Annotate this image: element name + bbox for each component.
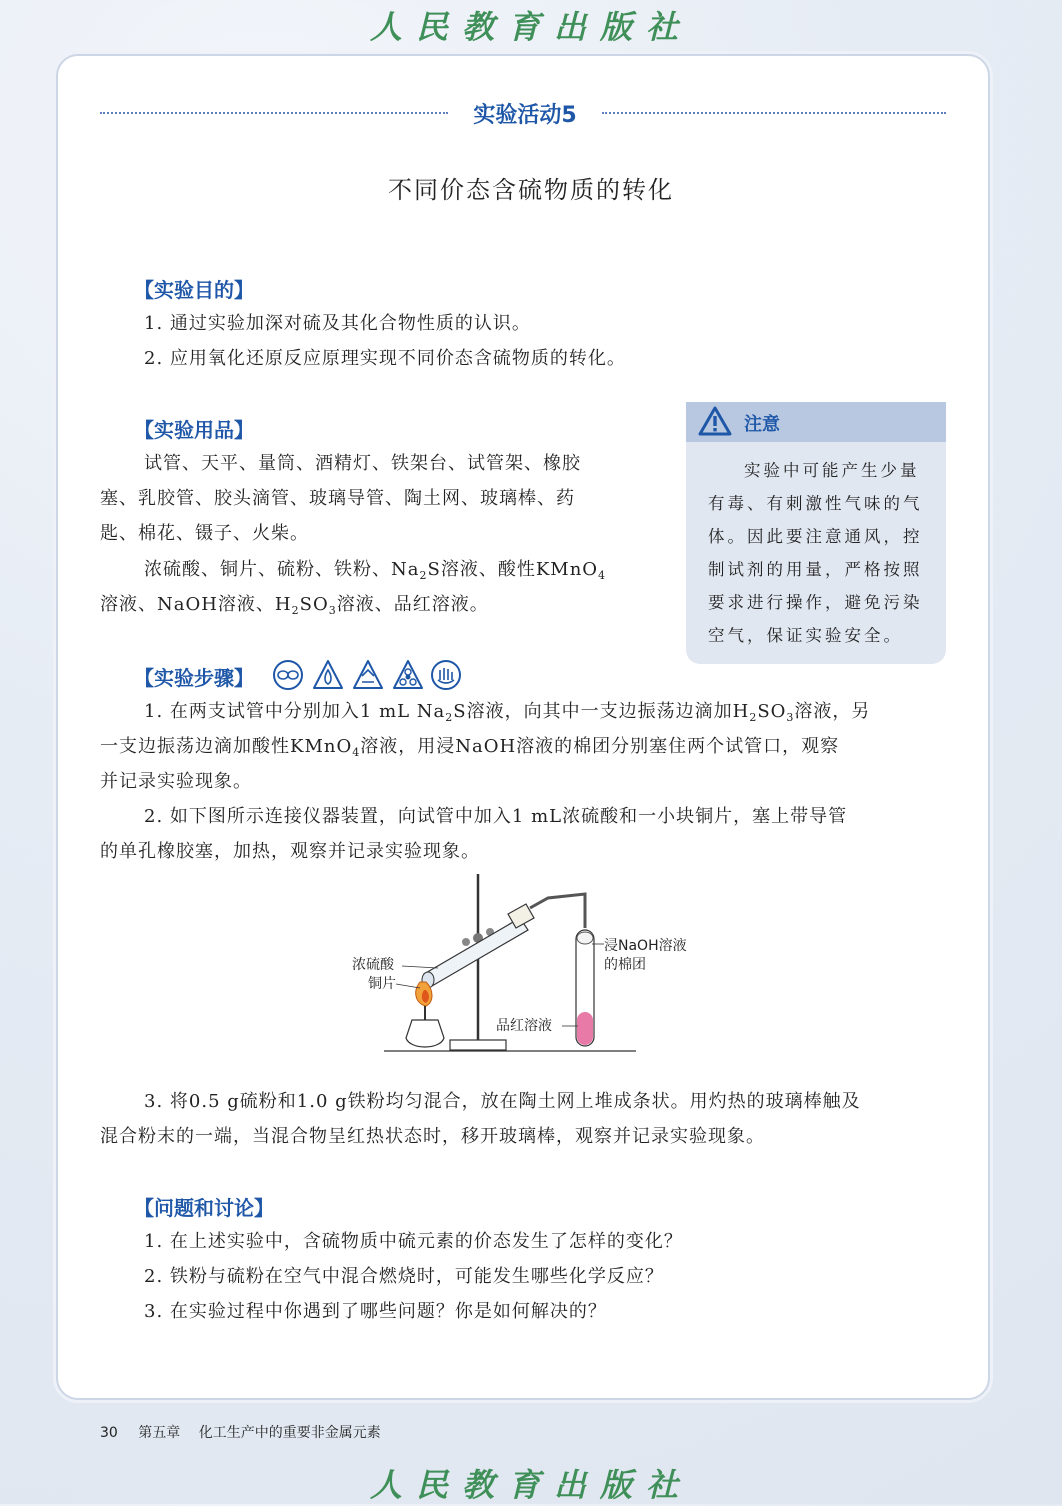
step-3-line-2: 混合粉末的一端，当混合物呈红热状态时，移开玻璃棒，观察并记录实验现象。	[100, 1126, 765, 1147]
dotted-rule-left	[100, 112, 448, 114]
step-3-line-1: 3. 将0.5 g硫粉和1.0 g铁粉均匀混合，放在陶土网上堆成条状。用灼热的玻璃棒触及	[144, 1091, 861, 1112]
materials-line-1: 试管、天平、量筒、酒精灯、铁架台、试管架、橡胶	[144, 453, 581, 474]
discussion-item-2: 2. 铁粉与硫粉在空气中混合燃烧时，可能发生哪些化学反应？	[144, 1266, 664, 1287]
safety-note-title: 注意	[744, 414, 780, 435]
label-concentrated-sulfuric-acid: 浓硫酸	[352, 957, 394, 973]
corrosive-warning-icon	[354, 661, 382, 688]
materials-heading: 【实验用品】	[134, 418, 254, 442]
chapter-title: 化工生产中的重要非金属元素	[198, 1425, 381, 1441]
discussion-heading: 【问题和讨论】	[134, 1196, 274, 1220]
safety-note-header	[686, 402, 946, 442]
activity-header	[100, 98, 946, 130]
note-line: 实验中可能产生少量	[744, 461, 920, 480]
label-cotton-2: 的棉团	[604, 957, 646, 973]
label-magenta-solution: 品红溶液	[496, 1018, 552, 1034]
dotted-rule-right	[602, 112, 946, 114]
note-line: 有毒、有刺激性气味的气	[708, 494, 923, 513]
activity-title: 实验活动5	[473, 103, 577, 128]
fire-warning-icon	[314, 661, 342, 688]
step-1-line-3: 并记录实验现象。	[100, 771, 252, 792]
step-2-line-1: 2. 如下图所示连接仪器装置，向试管中加入1 mL浓硫酸和一小块铜片，塞上带导管	[144, 806, 848, 827]
chapter-number: 第五章	[138, 1425, 181, 1441]
materials-line-2: 塞、乳胶管、胶头滴管、玻璃导管、陶土网、玻璃棒、药	[100, 488, 575, 509]
note-line: 要求进行操作，避免污染	[708, 593, 923, 612]
label-copper-sheet: 铜片	[368, 976, 396, 992]
publisher-logo-top: 人民教育出版社	[369, 8, 692, 46]
safety-note-body	[708, 454, 930, 652]
page-number: 30	[100, 1425, 118, 1441]
page-title: 不同价态含硫物质的转化	[388, 176, 674, 204]
warning-icon	[698, 406, 732, 437]
step-1-line-2: 一支边振荡边滴加酸性KMnO$_4$溶液，用浸NaOH溶液的棉团分别塞住两个试管口，观察	[100, 736, 840, 759]
purpose-item-1: 1. 通过实验加深对硫及其化合物性质的认识。	[144, 313, 531, 334]
wash-hands-icon	[432, 661, 460, 689]
toxic-warning-icon	[394, 661, 422, 688]
discussion-item-1: 1. 在上述实验中，含硫物质中硫元素的价态发生了怎样的变化？	[144, 1231, 683, 1252]
safety-icons	[272, 658, 462, 692]
publisher-logo-bottom: 人民教育出版社	[369, 1466, 692, 1504]
page-footer	[100, 1422, 381, 1442]
label-cotton-1: 浸NaOH溶液	[604, 938, 687, 954]
step-2-line-2: 的单孔橡胶塞，加热，观察并记录实验现象。	[100, 841, 480, 862]
reagents-line-1: 浓硫酸、铜片、硫粉、铁粉、$Na_2S$溶液、酸性KMnO$_4$	[144, 559, 607, 582]
purpose-item-2: 2. 应用氧化还原反应原理实现不同价态含硫物质的转化。	[144, 348, 626, 369]
note-line: 制试剂的用量，严格按照	[708, 560, 923, 579]
safety-note	[686, 402, 946, 664]
steps-heading: 【实验步骤】	[134, 666, 254, 690]
step-1-line-1: 1. 在两支试管中分别加入1 mL $Na_2S$溶液，向其中一支边振荡边滴加$H_2SO_3$溶液，另	[144, 701, 871, 724]
note-line: 空气，保证实验安全。	[708, 626, 903, 645]
goggles-icon	[274, 661, 302, 689]
reagents-line-2: 溶液、NaOH溶液、$H_2SO_3$溶液、品红溶液。	[100, 594, 489, 617]
purpose-heading: 【实验目的】	[134, 278, 254, 302]
discussion-item-3: 3. 在实验过程中你遇到了哪些问题？你是如何解决的？	[144, 1301, 607, 1322]
note-line: 体。因此要注意通风，控	[708, 527, 923, 546]
materials-line-3: 匙、棉花、镊子、火柴。	[100, 523, 309, 544]
